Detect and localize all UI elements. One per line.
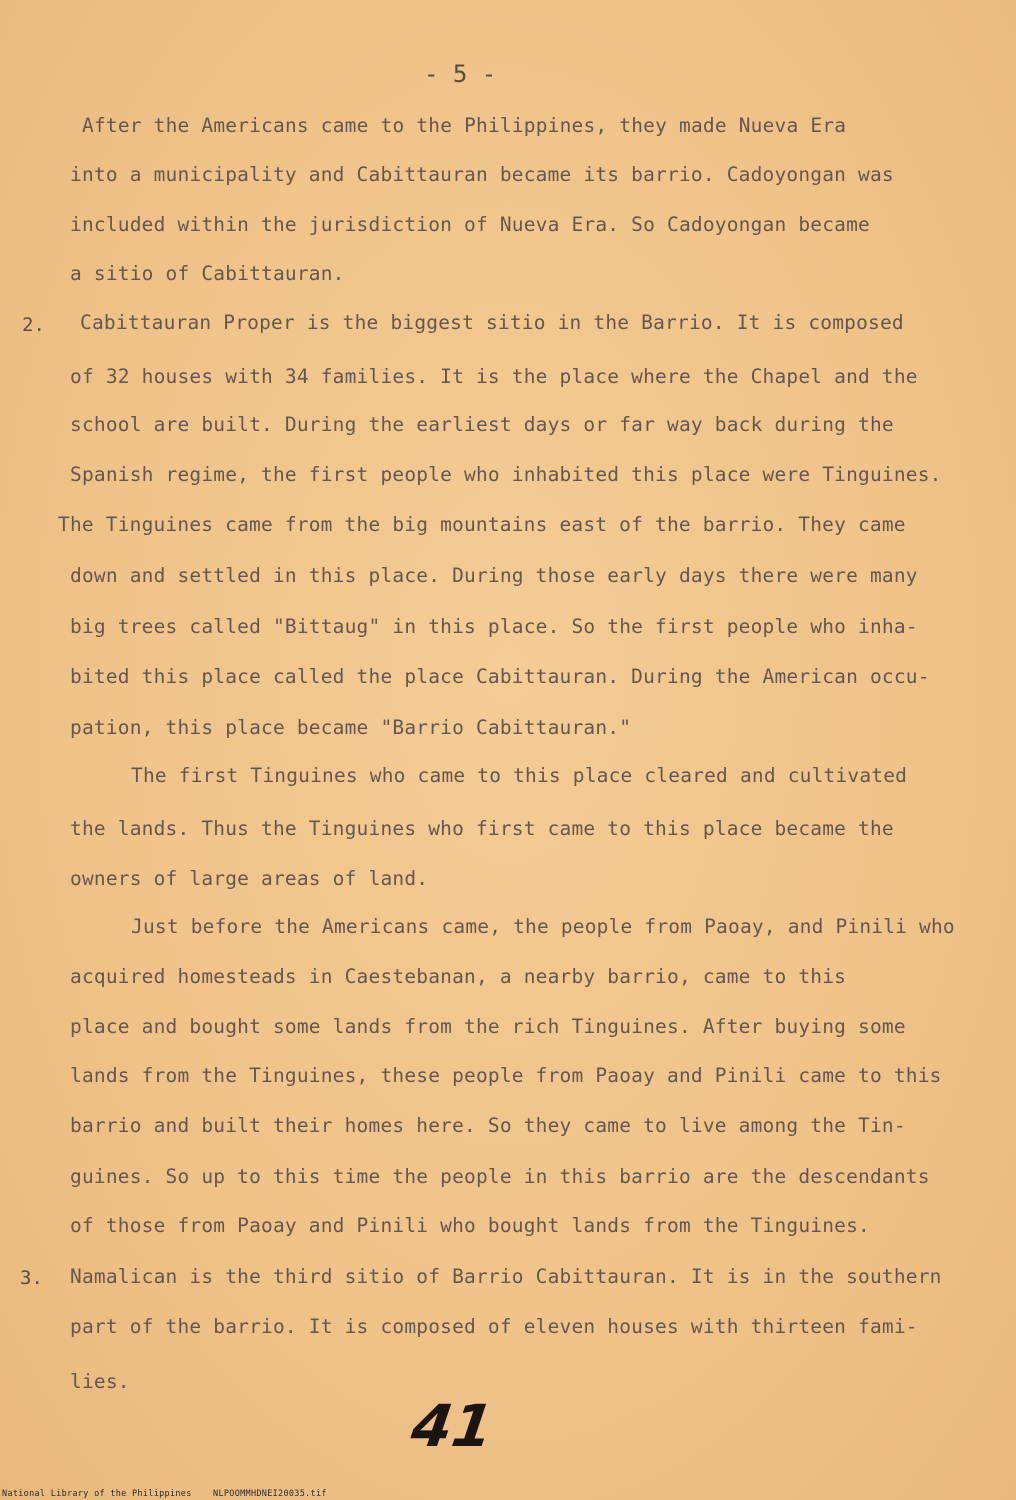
- text-line: Just before the Americans came, the people from Paoay, and Pinili who: [131, 915, 955, 938]
- page-number: - 5 -: [424, 60, 497, 88]
- text-line: lies.: [70, 1370, 130, 1393]
- item-number: 3.: [20, 1267, 43, 1289]
- item-number: 2.: [22, 314, 45, 336]
- text-line: owners of large areas of land.: [70, 867, 429, 890]
- text-line: big trees called "Bittaug" in this place. So the first people who inha-: [70, 615, 918, 638]
- text-line: of those from Paoay and Pinili who bought lands from the Tinguines.: [70, 1214, 870, 1237]
- text-line: Cabittauran Proper is the biggest sitio in the Barrio. It is composed: [80, 311, 904, 334]
- text-line: included within the jurisdiction of Nueva Era. So Cadoyongan became: [70, 213, 870, 236]
- text-line: a sitio of Cabittauran.: [70, 262, 345, 285]
- text-line: of 32 houses with 34 families. It is the place where the Chapel and the: [70, 365, 918, 388]
- text-line: Spanish regime, the first people who inhabited this place were Tinguines.: [70, 463, 942, 486]
- text-line: down and settled in this place. During those early days there were many: [70, 564, 918, 587]
- text-line: school are built. During the earliest days or far way back during the: [70, 413, 894, 436]
- footer-library-name: National Library of the Philippines: [2, 1489, 192, 1499]
- scan-footer: [2, 1489, 343, 1499]
- text-line: Namalican is the third sitio of Barrio Cabittauran. It is in the southern: [70, 1265, 942, 1288]
- text-line: lands from the Tinguines, these people from Paoay and Pinili came to this: [70, 1064, 942, 1087]
- handwritten-page-stamp: 41: [407, 1392, 498, 1460]
- text-line: barrio and built their homes here. So they came to live among the Tin-: [70, 1114, 906, 1137]
- text-line: After the Americans came to the Philippines, they made Nueva Era: [82, 114, 847, 137]
- text-line: part of the barrio. It is composed of eleven houses with thirteen fami-: [70, 1315, 918, 1338]
- text-line: acquired homesteads in Caestebanan, a nearby barrio, came to this: [70, 965, 847, 988]
- text-line: bited this place called the place Cabittauran. During the American occu-: [70, 665, 930, 688]
- text-line: place and bought some lands from the rich Tinguines. After buying some: [70, 1015, 906, 1038]
- text-line: the lands. Thus the Tinguines who first came to this place became the: [70, 817, 894, 840]
- footer-file-name: NLPOOMMHDNEI20035.tif: [213, 1489, 327, 1499]
- text-line: guines. So up to this time the people in this barrio are the descendants: [70, 1165, 930, 1188]
- text-line: pation, this place became "Barrio Cabittauran.": [70, 716, 632, 739]
- text-line: The first Tinguines who came to this place cleared and cultivated: [131, 764, 908, 787]
- text-line: The Tinguines came from the big mountains east of the barrio. They came: [58, 513, 906, 536]
- text-line: into a municipality and Cabittauran became its barrio. Cadoyongan was: [70, 163, 894, 186]
